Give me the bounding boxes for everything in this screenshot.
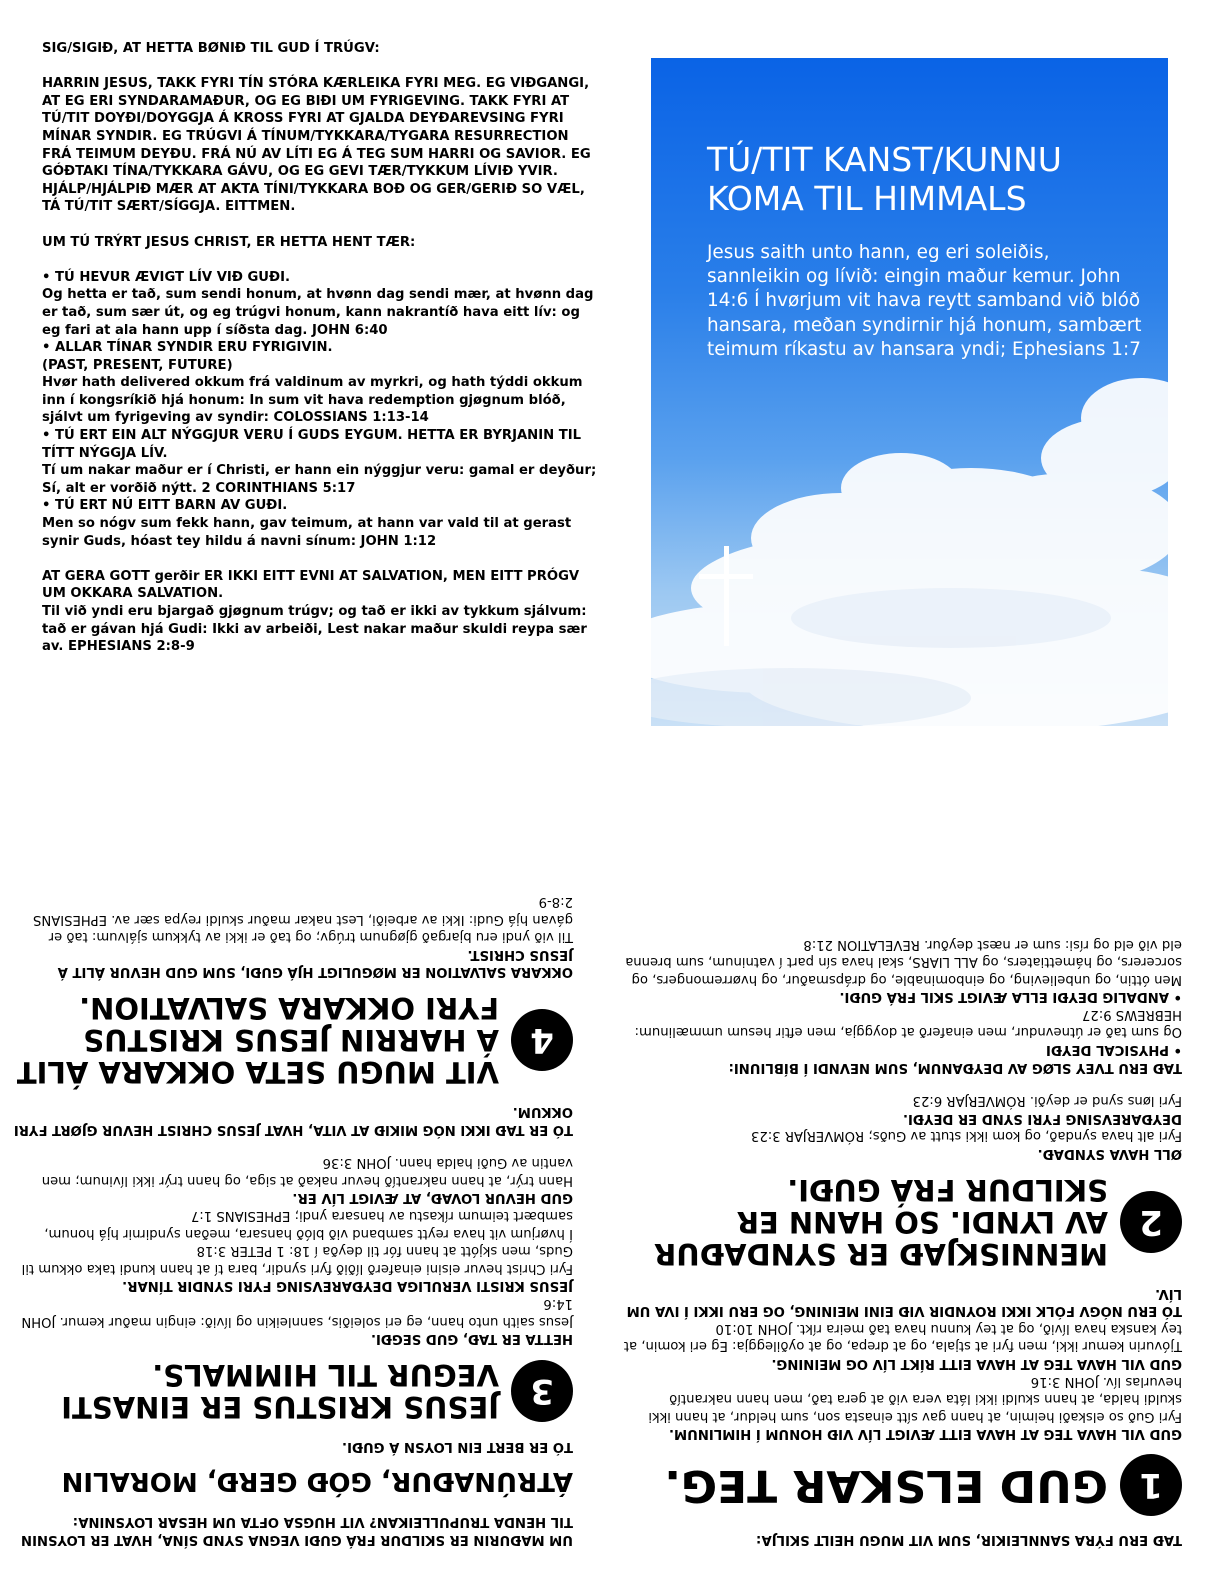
panel-truths-1-2: [622, 756, 1182, 1548]
step-2-heading-2: DEYÐAREVSING FYRI SYND ER DEYÐI.: [902, 1110, 1182, 1126]
step-2-body: [622, 935, 1182, 1162]
step-1-end: TÓ ERU NÓGV FÓLK IKKI ROYNDIR VIÐ EINI MEINING, OG ERU IKKI Í IVA UM LÍV.: [626, 1285, 1182, 1319]
step-1-verse-1: Fyri Guð so elskaði heimin, at hann gav sítt einasta son, sum heldur, at hann ikki skuldi halda, at hann skuldi ikki láta vera við at gera tað, men hann nakrantíð hevurlas lív. JOHN 3:16: [648, 1373, 1182, 1424]
step-3-verse-1: Jesus saith unto hann, eg eri soleiðis, sannleikin og lívið: eingin maður kemur. JOHN 14:6: [21, 1296, 573, 1329]
step-1-verse-2: Tjóvurin kemur ikki, men fyri at stjala, og at drepa, og at oyðileggja: Eg eri komin, at tey kanska hava lívið, og at tey kunnu hava tað meira ríkt. JOHN 10:10: [623, 1320, 1182, 1354]
step-4-lead: OKKARA SALVATION ER MØGULIGT HJÁ GUÐI, SUM GUD HEVUR ÁLIT Á JESUS CHRIST.: [57, 946, 573, 980]
step-1-heading-2: GUD VIL HAVA TEG AT HAVA EITT RÍKT LÍV OG MEINING.: [771, 1356, 1182, 1372]
step-2-verse-2: Fyri løns synd er deyði. RÓMVERJAR 6:23: [912, 1093, 1182, 1109]
bullet-eternal-life: • TÚ HEVUR ÆVIGT LÍV VIÐ GUÐI.: [42, 269, 290, 285]
step-4-title: VIT MUGU SETA OKKARA ÁLIT Á HARRIN JESUS KRISTUS FYRI OKKARA SALVATION.: [16, 991, 499, 1090]
prayer-text: HARRIN JESUS, TAKK FYRI TÍN STÓRA KÆRLEIKA FYRI MEG. EG VIÐGANGI, AT EG ERI SYNDARAMAÐUR, OG EG BIÐI UM FYRIGEVING. TAKK FYRI AT TÚ/TIT DOYÐI/DOYGGJA Á KROSS FYRI AT GJALDA DEYÐAREVSING FYRI MÍNAR SYNDIR. EG TRÚGVI Á TÍNUM/TYKKARA/TYGARA RESURRECTION FRÁ TEIMUM DEYÐU. FRÁ NÚ AV LÍTI EG Á TEG SUM HARRI OG SAVIOR. EG GÓÐTAKI TÍNA/TYKKARA GÁVU, OG EG GEVI TÆR/TYKKUM LÍVIÐ YVIR. HJÁLP/HJÁLPIÐ MÆR AT AKTA TÍNI/TYKKARA BOÐ OG GER/GERIÐ SO VÆL, TÁ TÚ/TIT SÆRT/SÍGGJA. EITTMEN.: [42, 76, 591, 215]
step-3-lead: HETTA ER TAÐ, GUD SEGÐI.: [370, 1331, 573, 1347]
step-2-bullet-2: • ANDALIG DEYÐI ELLA ÆVIGT SKIL FRÁ GUÐI.: [839, 989, 1182, 1005]
step-3-number: 3: [511, 1360, 573, 1422]
if-trust-heading: UM TÚ TRÝRT JESUS CHRIST, ER HETTA HENT TÆR:: [42, 234, 416, 250]
bullet-forgiven: • ALLAR TÍNAR SYNDIR ERU FYRIGIVIN.: [42, 340, 333, 356]
prayer-heading: SIG/SIGIÐ, AT HETTA BØNIÐ TIL GUD Í TRÚGV:: [42, 41, 380, 56]
cover-title: TÚ/TIT KANST/KUNNU KOMA TIL HIMMALS: [707, 140, 1062, 218]
step-1-body: [622, 1284, 1182, 1442]
one-solution: TÓ ER BERT EIN LOYSN Á GUÐI.: [342, 1438, 573, 1454]
truths-intro: TAÐ ERU FÝRA SANNLEIKIR, SUM VIT MUGU HEILT SKILJA:: [755, 1532, 1182, 1547]
bullet-new-creation-verse: Tí um nakar maður er í Christi, er hann ein nýggjur veru: gamal er deyður; Sí, alt er vorðið nýtt. 2 CORINTHIANS 5:17: [42, 463, 597, 496]
bullet-child-of-god-verse: Men so nógv sum fekk hann, gav teimum, at hann var vald til at gerast synir Guds, hóast tey hildu á navni sínum: JOHN 1:12: [42, 516, 572, 549]
step-2-heading-3: TAÐ ERU TVEY SLØG AV DEYÐANUM, SUM NEVNDI Í BÍBLIUNI:: [728, 1059, 1182, 1075]
bottom-half-rotated: [0, 792, 1224, 1584]
bullet-eternal-life-verse: Og hetta er tað, sum sendi honum, at hvønn dag sendi mær, at hvønn dag er tað, sum sær út, og eg trúgvi honum, kann nakrantíð hava eitt lív: og eg fari at ala hann upp í síðsta dag. JOHN 6:40: [42, 287, 594, 338]
step-3-verse-3: Í hvørjum vit hava reytt samband við blóð hansara, meðan syndirnir hjá honum, sambært teimum ríkastu av hansara yndi; EPHESIANS 1:7: [44, 1208, 573, 1241]
step-4: [13, 993, 573, 1089]
step-3-verse-2: Fyri Christ hevur eisini einaferð líðið fyri syndir, bara tí at hann kundi taka okkum til Guds, men skjótt at hann fór til deyða í 18: 1 PETER 3:18: [21, 1243, 573, 1276]
assurance-panel: [42, 40, 602, 656]
step-2-verse-3: Og sum tað er útnevndur, men einaferð at doyggja, men eftir hesum ummælinum: HEBREWS 9:27: [634, 1006, 1182, 1040]
solution-intro: UM MAÐURIN ER SKILDUR FRÁ GUÐI VEGNA SYND SÍNA, HVAT ER LOYSNIN TIL HENDA TRUPULLEIKAN? VIT HUGSA OFTA UM HESAR LOYSNINA:: [21, 1514, 573, 1547]
step-3-verse-4: Hann trýr, at hann nakrantíð hevur nakað at siga, og hann trýr ikki lívinum; men vantin av Guði halda hann. JOHN 3:36: [41, 1155, 573, 1188]
step-3: [13, 1359, 573, 1423]
step-1-lead: GUD VIL HAVA TEG AT HAVA EITT ÆVIGT LÍV VIÐ HONUM Í HIMLINUM.: [669, 1426, 1182, 1442]
step-2-number: 2: [1120, 1191, 1182, 1253]
step-2-title: MENNISKJAÐ ER SYNDAÐUR AV LYNDI. SO HANN ER SKILDUR FRÁ GUÐI.: [653, 1173, 1108, 1272]
step-3-title: JESUS KRISTUS ER EINASTI VEGUR TIL HIMMALS.: [61, 1358, 499, 1425]
step-1-title: GUD ELSKAR TEG.: [664, 1460, 1108, 1512]
step-2: [622, 1174, 1182, 1270]
bullet-new-creation: • TÚ ERT EIN ALT NÝGGJUR VERU Í GUDS EYGUM. HETTA ER BYRJANIN TIL TÍTT NÝGGJA LÍV.: [42, 428, 582, 461]
step-4-verse-1: Til við yndi eru bjargað gjøgnum trúgv; og tað er ikki av tykkum sjálvum: tað er gávan hjá Gudi: Ikki av arbeiði, Lest nakar maður skuldi reypa sær av. EPHESIANS 2:8-9: [32, 894, 573, 945]
cover-image: [651, 58, 1168, 726]
step-4-body: [13, 893, 573, 981]
solution-options: ÁTRÚNAÐUR, GÓÐ GERÐ, MORALIN: [61, 1465, 573, 1496]
step-1: [622, 1454, 1182, 1516]
step-3-body: [13, 1103, 573, 1348]
step-4-number: 4: [511, 1010, 573, 1072]
step-3-end: TÓ ER TAÐ IKKI NÓG MIKIÐ AT VITA, HVAT JESUS CHRIST HEVUR GJØRT FYRI OKKUM.: [13, 1104, 573, 1137]
step-3-heading-2: JESUS KRISTI VERULIGA DEYÐAREVSING FYRI SYNDIR TÍNAR.: [122, 1278, 573, 1294]
step-3-heading-3: GUD HEVUR LOVAÐ, AT ÆVIGT LÍV ER.: [292, 1190, 573, 1206]
step-2-verse-4: Men óttin, og unbelieving, og einbominable, og drápsmaður, og hvørremongers, og sorcerers, og hámettiaters, og ALL LIARS, skal hava sín part í vatninum, sum brenna eld við eld og rísi: sum er næst deyður. REVELATION 21:8: [625, 936, 1182, 987]
step-2-verse-1: Fyri alt hava syndað, og kom ikki stutt av Guðs; RÓMVERJAR 3:23: [751, 1128, 1182, 1144]
bullet-child-of-god: • TÚ ERT NÚ EITT BARN AV GUÐI.: [42, 498, 288, 514]
step-2-bullet-1: • PHYSICAL DEYÐI: [1045, 1042, 1182, 1058]
cross-icon: [699, 546, 759, 646]
good-works-verse: Til við yndi eru bjargað gjøgnum trúgv; og tað er ikki av tykkum sjálvum: tað er gávan hjá Gudi: Ikki av arbeiði, Lest nakar maður skuldi reypa sær av. EPHESIANS 2:8-9: [42, 604, 587, 655]
cover-verse: Jesus saith unto hann, eg eri soleiðis, sannleikin og lívið: eingin maður kemur. John 14:6 Í hvørjum vit hava reytt samband við blóð hansara, meðan syndirnir hjá honum, sambært teimum ríkastu av hansara yndi; Ephesians 1:7: [707, 242, 1142, 360]
step-2-heading-1: ØLL HAVA SYNDAÐ.: [1037, 1146, 1182, 1162]
bullet-forgiven-verse: Hvør hath delivered okkum frá valdinum av myrkri, og hath týddi okkum inn í kongsríkið hjá honum: In sum vit hava redemption gjøgnum blóð, sjálvt um fyrigeving av syndir: COLOSSIANS 1:13-14: [42, 375, 583, 426]
good-works-heading: AT GERA GOTT gerðir ER IKKI EITT EVNI AT SALVATION, MEN EITT PRÓGV UM OKKARA SALVATION.: [42, 568, 580, 602]
bullet-forgiven-sub: (PAST, PRESENT, FUTURE): [42, 357, 233, 373]
step-1-number: 1: [1120, 1454, 1182, 1516]
panel-truths-3-4: [13, 756, 573, 1548]
